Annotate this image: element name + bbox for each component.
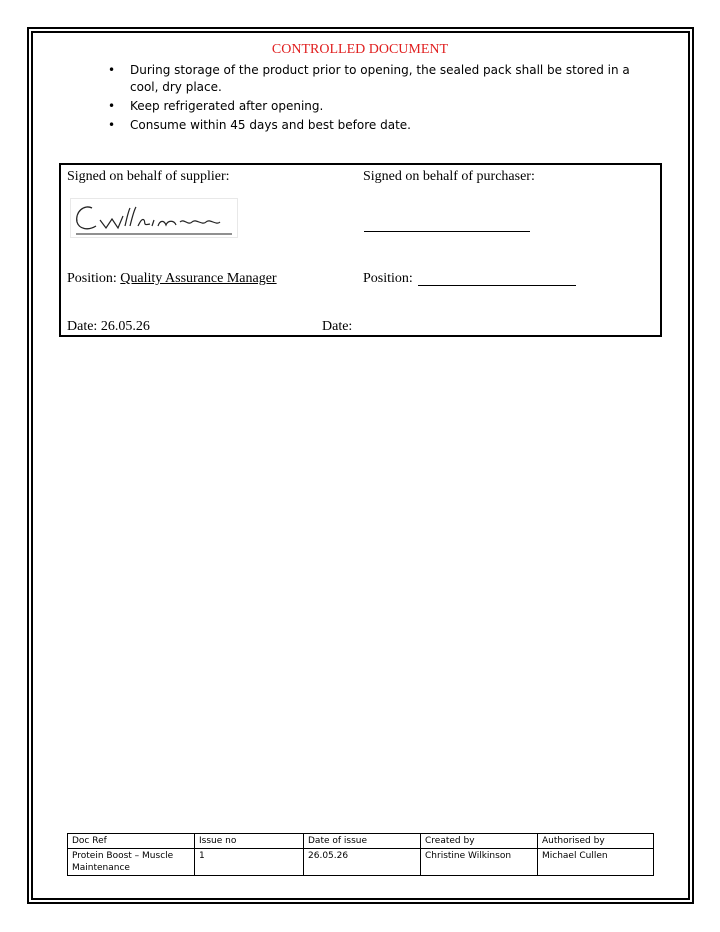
list-item: • During storage of the product prior to opening, the sealed pack shall be stored in a cool, dry place.	[108, 63, 630, 94]
document-control-table	[67, 833, 654, 876]
value-issue-no: 1	[195, 849, 304, 876]
header-issue-no: Issue no	[195, 834, 304, 849]
bullet-icon: •	[108, 63, 116, 77]
value-created-by: Christine Wilkinson	[421, 849, 538, 876]
purchaser-date-label: Date:	[322, 319, 353, 334]
purchaser-signature-line	[364, 231, 530, 232]
purchaser-position-line	[418, 285, 576, 286]
list-item: • Consume within 45 days and best before date.	[108, 118, 411, 132]
controlled-document-header: CONTROLLED DOCUMENT	[271, 42, 449, 57]
signature-box	[59, 163, 662, 337]
header-doc-ref: Doc Ref	[68, 834, 195, 849]
value-authorised-by: Michael Cullen	[538, 849, 654, 876]
bullet-icon: •	[108, 118, 116, 132]
bullet-icon: •	[108, 99, 116, 113]
purchaser-signed-label: Signed on behalf of purchaser:	[363, 169, 535, 184]
supplier-date: Date: 26.05.26	[67, 319, 150, 334]
supplier-signature-image	[70, 198, 238, 238]
purchaser-position-label: Position:	[363, 271, 413, 286]
header-date-of-issue: Date of issue	[304, 834, 421, 849]
value-doc-ref: Protein Boost – Muscle Maintenance	[68, 849, 195, 876]
supplier-signed-label: Signed on behalf of supplier:	[67, 169, 230, 184]
value-date-of-issue: 26.05.26	[304, 849, 421, 876]
header-authorised-by: Authorised by	[538, 834, 654, 849]
list-item: • Keep refrigerated after opening.	[108, 99, 324, 113]
header-created-by: Created by	[421, 834, 538, 849]
table-row	[68, 849, 654, 876]
supplier-position: Position: Quality Assurance Manager	[67, 271, 277, 286]
table-row	[68, 834, 654, 849]
page-border-inner	[31, 31, 690, 900]
storage-instructions-list	[108, 62, 648, 136]
